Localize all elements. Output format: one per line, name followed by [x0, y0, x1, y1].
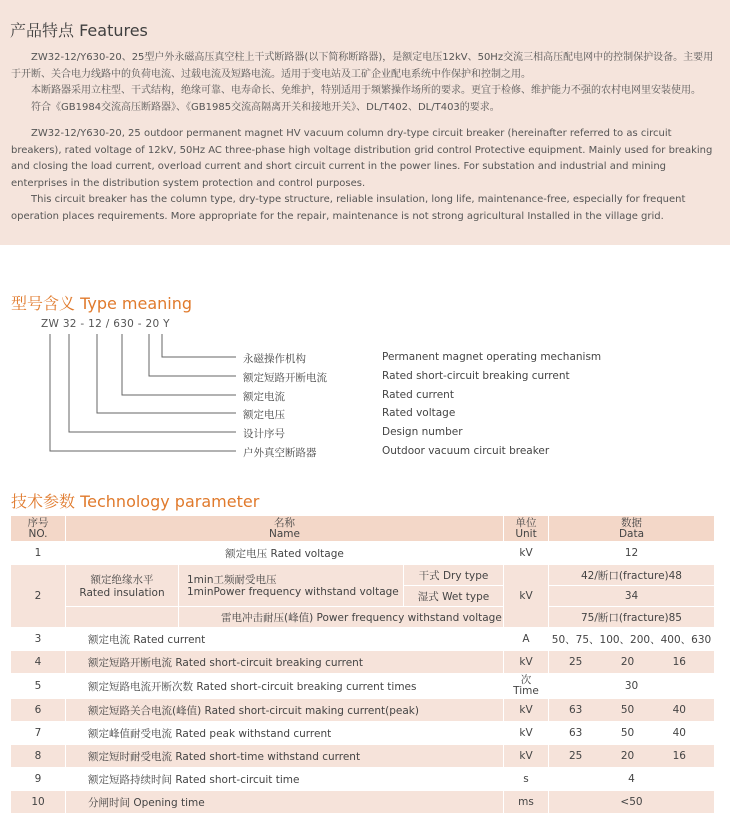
- features-title: 产品特点 Features: [10, 21, 148, 40]
- row-data: [549, 651, 715, 674]
- row-no: 4: [11, 651, 66, 674]
- row-unit: kV: [504, 651, 549, 674]
- row-name: 额定电压 Rated voltage: [66, 542, 504, 565]
- table-row-insulation-lightning: [11, 607, 715, 628]
- lightning-spacer: [66, 607, 179, 628]
- row-name: 额定短路持续时间 Rated short-circuit time: [66, 768, 504, 791]
- wet-type-label: 湿式 Wet type: [404, 586, 504, 607]
- row-no: 8: [11, 745, 66, 768]
- features-paragraph-5: This circuit breaker has the column type, dry-type structure, reliable insulation, long life, maintenance-free, especially for frequent operation places requirements. More appropriate for the repair, maintenance is not strong agricultural Installed in the village grid.: [11, 194, 686, 222]
- connector-12: [97, 334, 236, 413]
- header-data-en: Data: [618, 527, 645, 540]
- row-data: [549, 745, 715, 768]
- row-no: 3: [11, 628, 66, 651]
- row-unit: kV: [504, 542, 549, 565]
- table-header-row: [11, 516, 715, 542]
- row-unit: kV: [504, 699, 549, 722]
- header-no-cn: 序号: [27, 516, 49, 529]
- table-row: [11, 674, 715, 699]
- row-no: 10: [11, 791, 66, 814]
- type-item-1-en: Permanent magnet operating mechanism: [382, 351, 602, 363]
- table-row: [11, 651, 715, 674]
- header-no: [11, 516, 66, 542]
- connector-20: [149, 334, 236, 376]
- type-item-2-cn: 额定短路开断电流: [243, 372, 327, 384]
- row-name: 额定短时耐受电流 Rated short-time withstand current: [66, 745, 504, 768]
- value-40: 40: [672, 727, 686, 739]
- features-paragraph-2: 本断路器采用立柱型、干式结构，绝缘可靠、电寿命长、免维护，特别适用于频繁操作场所的要求。更宜于检修、维护能力不强的农村电网里安装使用。: [31, 85, 701, 96]
- features-paragraph-1: ZW32-12/Y630-20、25型户外永磁高压真空柱上干式断路器(以下简称断路器)，是额定电压12kV、50Hz交流三相高压配电网中的控制保护设备。主要用于开断、关合电力线路中的负荷电流、过载电流及短路电流。适用于变电站及工矿企业配电系统中作保护和控制之用。: [11, 52, 714, 80]
- dry-type-label: 干式 Dry type: [404, 565, 504, 586]
- type-meaning-title: 型号含义 Type meaning: [11, 294, 193, 313]
- unit-cn: 次: [520, 674, 532, 686]
- row-no: 1: [11, 542, 66, 565]
- row-unit: kV: [504, 722, 549, 745]
- row-name: 额定短路电流开断次数 Rated short-circuit breaking current times: [66, 674, 504, 699]
- model-code: ZW 32 - 12 / 630 - 20 Y: [41, 318, 170, 330]
- table-row: [11, 745, 715, 768]
- insulation-group: [66, 565, 179, 607]
- table-row-insulation-dry: [11, 565, 715, 586]
- header-data: [549, 516, 715, 542]
- unit-en: Time: [513, 685, 539, 697]
- header-unit: [504, 516, 549, 542]
- row-unit: A: [504, 628, 549, 651]
- tech-table: [11, 516, 715, 814]
- connector-zw: [50, 334, 236, 451]
- value-16: 16: [672, 750, 686, 762]
- type-item-4-cn: 额定电压: [243, 409, 285, 421]
- row-name: 额定峰值耐受电流 Rated peak withstand current: [66, 722, 504, 745]
- value-20: 20: [620, 750, 635, 762]
- tech-table-wrapper: [11, 516, 715, 814]
- connector-y: [162, 334, 236, 357]
- power-frequency-label: [179, 565, 404, 607]
- row-unit: kV: [504, 745, 549, 768]
- table-row: [11, 722, 715, 745]
- lightning-value: 75/断口(fracture)85: [549, 607, 715, 628]
- row-data: [549, 722, 715, 745]
- row-no: 9: [11, 768, 66, 791]
- table-row: [11, 628, 715, 651]
- value-16: 16: [672, 656, 686, 668]
- row-name: 分闸时间 Opening time: [66, 791, 504, 814]
- type-item-2-en: Rated short-circuit breaking current: [382, 370, 570, 382]
- table-row: [11, 791, 715, 814]
- dry-type-value: 42/断口(fracture)48: [549, 565, 715, 586]
- header-data-cn: 数据: [621, 516, 642, 529]
- header-unit-cn: 单位: [515, 516, 537, 529]
- row-no: 5: [11, 674, 66, 699]
- row-no: 2: [11, 565, 66, 628]
- type-item-3-cn: 额定电流: [243, 391, 285, 403]
- row-name: 额定短路开断电流 Rated short-circuit breaking current: [66, 651, 504, 674]
- type-item-6-cn: 户外真空断路器: [243, 447, 317, 459]
- features-paragraph-4: ZW32-12/Y630-20, 25 outdoor permanent magnet HV vacuum column dry-type circuit breaker (hereinafter referred to as circuit breakers), rated voltage of 12kV, 50Hz AC three-phase high voltage distribution grid control Protective equipment. Mainly used for breaking and closing the load current, overload current and short circuit current in the power lines. For substation and industrial and mining enterprises in the distribution system protection and control purposes.: [11, 128, 713, 189]
- value-25: 25: [569, 750, 583, 762]
- value-50: 50: [620, 704, 635, 716]
- lightning-label: 雷电冲击耐压(峰值) Power frequency withstand voltage: [179, 607, 504, 628]
- type-item-1-cn: 永磁操作机构: [243, 353, 306, 365]
- row-unit: kV: [504, 565, 549, 628]
- type-item-6-en: Outdoor vacuum circuit breaker: [382, 445, 550, 457]
- type-item-5-en: Design number: [382, 426, 463, 438]
- row-no: 6: [11, 699, 66, 722]
- row-name: 额定电流 Rated current: [66, 628, 504, 651]
- power-frequency-en: 1minPower frequency withstand voltage: [187, 585, 399, 598]
- value-63: 63: [569, 727, 583, 739]
- row-unit: [504, 674, 549, 699]
- header-name: [66, 516, 504, 542]
- tech-title: 技术参数 Technology parameter: [11, 492, 260, 511]
- header-name-cn: 名称: [274, 516, 295, 529]
- value-20: 20: [620, 656, 635, 668]
- wet-type-value: 34: [549, 586, 715, 607]
- type-item-3-en: Rated current: [382, 389, 454, 401]
- row-data: 12: [549, 542, 715, 565]
- table-row: [11, 699, 715, 722]
- power-frequency-cn: 1min工频耐受电压: [187, 573, 277, 586]
- row-data: [549, 699, 715, 722]
- row-name: 额定短路关合电流(峰值) Rated short-circuit making current(peak): [66, 699, 504, 722]
- row-data: 30: [549, 674, 715, 699]
- features-section: [0, 0, 730, 245]
- row-data: 50、75、100、200、400、630: [549, 628, 715, 651]
- row-data: <50: [549, 791, 715, 814]
- features-body: [11, 50, 723, 225]
- row-data: 4: [549, 768, 715, 791]
- row-unit: s: [504, 768, 549, 791]
- header-unit-en: Unit: [515, 527, 537, 540]
- insulation-group-cn: 额定绝缘水平: [90, 574, 154, 586]
- table-row: [11, 768, 715, 791]
- connector-32: [69, 334, 236, 432]
- value-50: 50: [620, 727, 635, 739]
- insulation-group-en: Rated insulation: [79, 587, 165, 599]
- header-no-en: NO.: [28, 527, 48, 540]
- header-name-en: Name: [269, 527, 300, 540]
- table-row: [11, 542, 715, 565]
- type-item-5-cn: 设计序号: [243, 428, 285, 440]
- row-unit: ms: [504, 791, 549, 814]
- connector-630: [122, 334, 236, 395]
- type-item-4-en: Rated voltage: [382, 407, 456, 419]
- row-no: 7: [11, 722, 66, 745]
- features-paragraph-3: 符合《GB1984交流高压断路器》、《GB1985交流高隔离开关和接地开关》、DL/T402、DL/T403的要求。: [31, 101, 500, 113]
- value-63: 63: [569, 704, 583, 716]
- value-25: 25: [569, 656, 583, 668]
- value-40: 40: [672, 704, 686, 716]
